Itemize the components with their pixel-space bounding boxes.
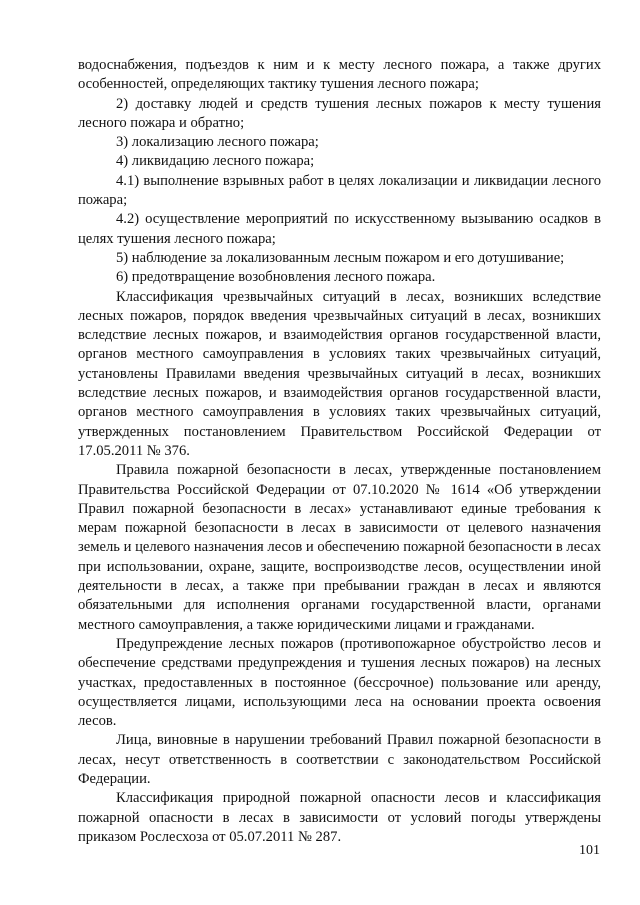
paragraph-item-3: 3) локализацию лесного пожара; [116,134,319,151]
paragraph-item-4: 4) ликвидацию лесного пожара; [116,153,315,170]
page-number: 101 [579,843,600,858]
paragraph-item-4-1: 4.1) выполнение взрывных работ в целях локализации и ликвидации лесного пожара; [78,172,601,209]
paragraph-item-2: 2) доставку людей и средств тушения лесных пожаров к месту тушения лесного пожара и обратно; [78,95,601,131]
paragraph-emergency-classification: Классификация чрезвычайных ситуаций в лесах, возникших вследствие лесных пожаров, порядок введения чрезвычайных ситуаций в лесах, возникших вследствие лесных пожаров, и взаимодействия органов государственной власти, органов местного самоуправления в условиях таких чрезвычайных ситуаций, установлены Правилами введения чрезвычайных ситуаций в лесах, возникших вследствие лесных пожаров, и взаимодействия органов государственной власти, органов местного самоуправления в условиях таких чрезвычайных ситуаций, утвержденных постановлением Правительством Российской Федерации от 17.05.2011 № 376. [78,288,601,459]
paragraph-fire-safety-rules: Правила пожарной безопасности в лесах, утвержденные постановлением Правительства Российской Федерации от 07.10.2020 № 1614 «Об утверждении Правил пожарной безопасности в лесах» устанавливают единые требования к мерам пожарной безопасности в лесах в зависимости от целевого назначения земель и целевого назначения лесов и обеспечению пожарной безопасности в лесах при использовании, охране, защите, воспроизводстве лесов, осуществлении иной деятельности в лесах, а также при пребывании граждан в лесах и являются обязательными для исполнения органами государственной власти, органами местного самоуправления, а также юридическими лицами и гражданами. [78,462,601,633]
paragraph-fire-hazard-classification: Классификация природной пожарной опасности лесов и классификация пожарной опасности в лесах в зависимости от условий погоды утверждены приказом Рослесхоза от 05.07.2011 № 287. [78,790,601,845]
paragraph-item-6: 6) предотвращение возобновления лесного пожара. [116,269,436,286]
paragraph-continuation: водоснабжения, подъездов к ним и к месту лесного пожара, а также других особенностей, определяющих тактику тушения лесного пожара; [78,57,601,93]
paragraph-fire-prevention: Предупреждение лесных пожаров (противопожарное обустройство лесов и обеспечение средствами предупреждения и тушения лесных пожаров) на лесных участках, предоставленных в постоянное (бессрочное) пользование или аренду, осуществляется лицами, использующими леса на основании проекта освоения лесов. [78,635,601,730]
paragraph-liability: Лица, виновные в нарушении требований Правил пожарной безопасности в лесах, несут ответственность в соответствии с законодательством Российской Федерации. [78,732,601,787]
paragraph-item-5: 5) наблюдение за локализованным лесным пожаром и его дотушивание; [116,249,565,266]
paragraph-item-4-2: 4.2) осуществление мероприятий по искусственному вызыванию осадков в целях тушения лесного пожара; [78,211,601,247]
document-body [78,56,601,847]
